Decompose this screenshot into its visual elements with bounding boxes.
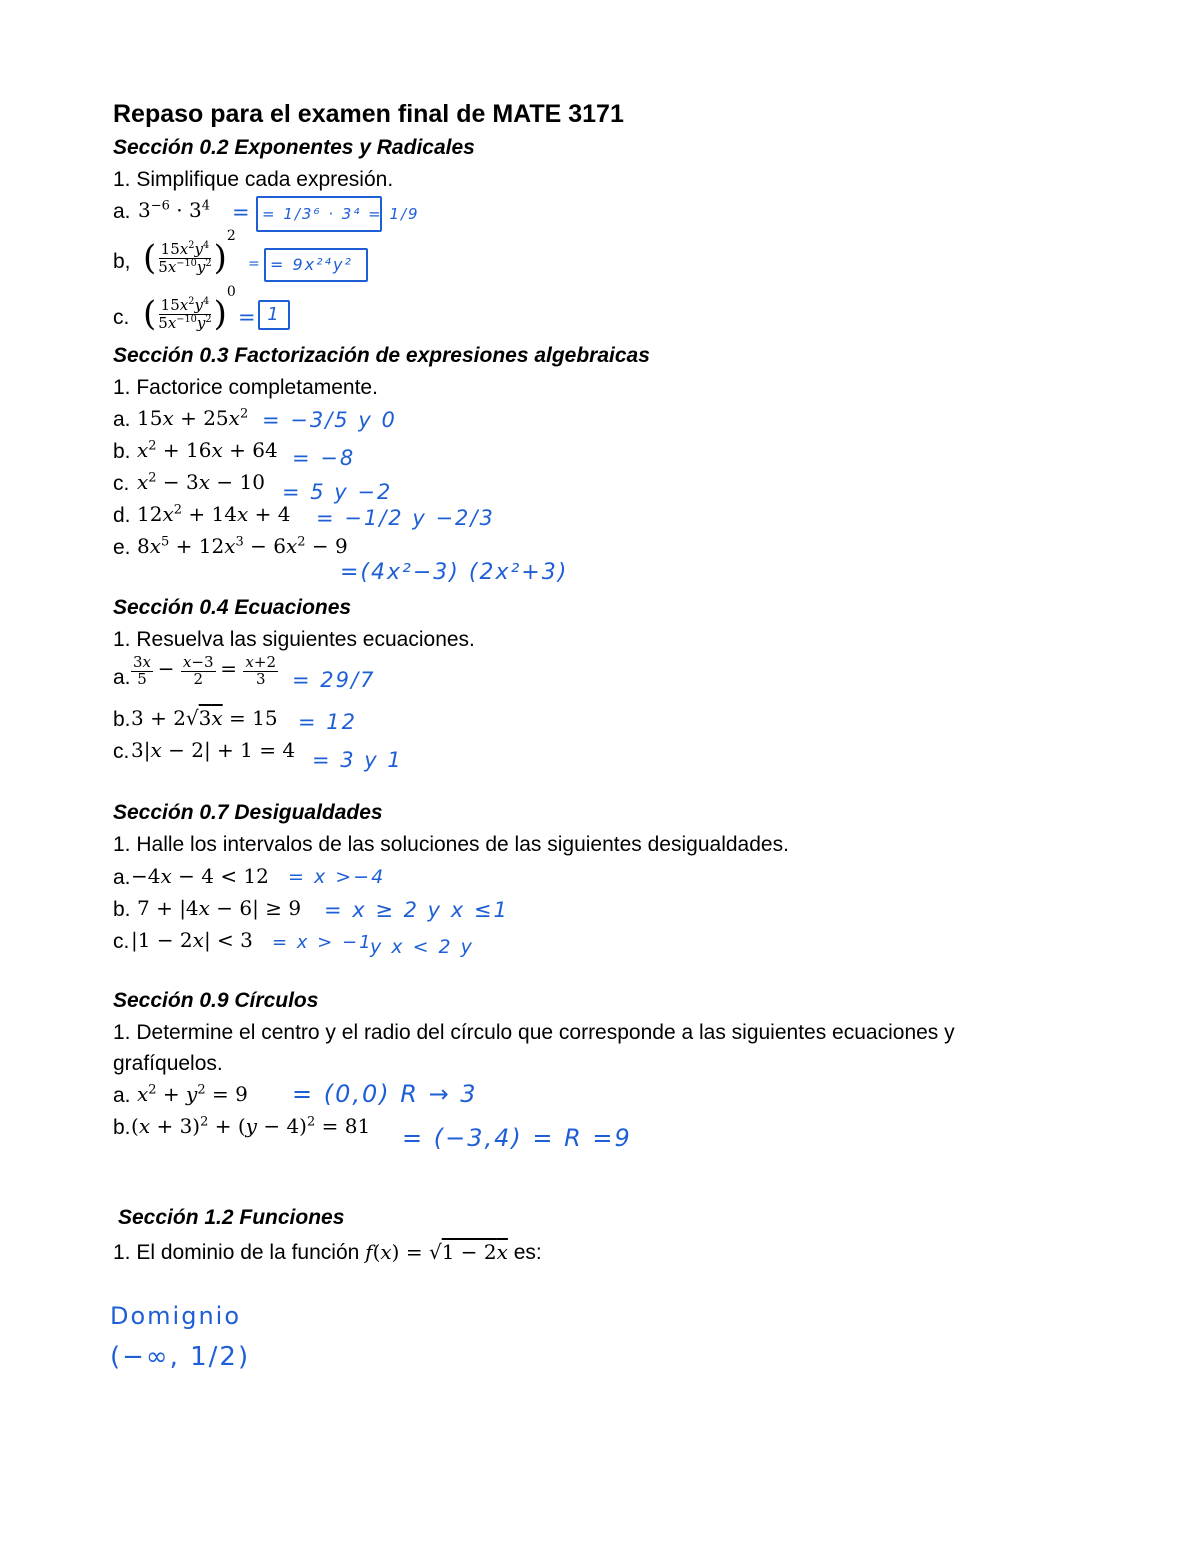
item-label: c. [113,740,130,763]
expression-0-9-b: $(x + 3)^2 + (y - 4)^2 = 81$ [131,1114,371,1138]
item-label: a. [113,666,131,689]
question-1-2 [113,1240,542,1265]
handwritten-answer-0-7-c-1: = x > −1 [272,932,373,953]
item-label: a. [113,1084,131,1107]
section-heading-0-4: Sección 0.4 Ecuaciones [113,596,352,619]
expression-0-4-b: 3 + 2√3x = 15 [131,706,278,730]
handwritten-domain-label: Domignio [110,1302,242,1330]
expression-0-3-e: $8x^5 + 12x^3 - 6x^2 - 9$ [137,534,348,558]
section-heading-0-2: Sección 0.2 Exponentes y Radicales [113,136,475,159]
handwritten-answer-0-4-c: = 3 y 1 [312,748,403,772]
handwritten-answer-0-2-b: = 9x²⁴y² [264,248,368,282]
handwritten-answer-0-9-b: = (−3,4) = R =9 [402,1124,632,1152]
item-label: c. [113,930,130,953]
question-text: 1. El dominio de la función [113,1241,360,1264]
handwritten-answer-0-2-c: 1 [258,300,290,330]
item-label: a. [113,200,131,223]
handwritten-answer-0-4-a: = 29/7 [292,668,376,692]
question-suffix: es: [513,1241,542,1264]
function-expression: f(x) = √1 − 2x [365,1240,508,1264]
instruction-0-9-line1: 1. Determine el centro y el radio del círculo que corresponde a las siguientes ecuaciones y [113,1021,955,1044]
section-heading-0-3: Sección 0.3 Factorización de expresiones algebraicas [113,344,650,367]
instruction-0-9-line2: grafíquelos. [113,1052,223,1075]
expression-0-7-c: |1 − 2x| < 3 [131,928,253,952]
expression-0-9-a: $x^2 + y^2 = 9$ [137,1082,248,1106]
handwritten-equals: = [238,305,258,329]
expression-0-3-a: $15x + 25x^2$ [137,406,249,430]
item-label: b. [113,898,131,921]
handwritten-answer-0-3-b: = −8 [292,446,356,470]
expression-0-4-c: 3|x − 2| + 1 = 4 [131,738,296,762]
handwritten-domain-answer: (−∞, 1/2) [110,1342,251,1372]
handwritten-answer-0-7-b: = x ≥ 2 y x ≤1 [324,898,509,922]
instruction-0-3: 1. Factorice completamente. [113,376,378,399]
handwritten-equals: = [232,200,252,224]
instruction-0-4: 1. Resuelva las siguientes ecuaciones. [113,628,475,651]
section-heading-0-7: Sección 0.7 Desigualdades [113,801,383,824]
handwritten-answer-0-3-d: = −1/2 y −2/3 [316,506,495,530]
item-label: b, [113,250,131,273]
item-label: c. [113,472,130,495]
item-label: a. [113,408,131,431]
item-label: b. [113,708,131,731]
expression-0-7-a: −4x − 4 < 12 [131,864,269,888]
expression-0-2-b: ( $\frac{15x^2y^4}{5x^{-10}y^2}$ )$^2$ [143,228,236,278]
item-label: a. [113,866,131,889]
item-label: e. [113,536,131,559]
section-heading-1-2: Sección 1.2 Funciones [118,1206,345,1229]
expression-0-2-a: $3^{-6} \cdot 3^4$ [138,198,210,222]
handwritten-equals: = [248,256,262,272]
expression-0-4-a: $\frac{3x}{5}$ − $\frac{x-3}{2}$ = $\frac{x+2}{3}$ [133,653,277,688]
handwritten-answer-0-3-e: =(4x²−3) (2x²+3) [340,560,569,585]
handwritten-answer-0-4-b: = 12 [298,710,357,734]
handwritten-answer-0-3-a: = −3/5 y 0 [262,408,397,432]
handwritten-answer-0-3-c: = 5 y −2 [282,480,393,504]
handwritten-answer-0-7-c-2: y x < 2 y [370,936,474,958]
expression-0-3-b: $x^2 + 16x + 64$ [137,438,278,462]
section-heading-0-9: Sección 0.9 Círculos [113,989,319,1012]
expression-0-3-d: $12x^2 + 14x + 4$ [137,502,291,526]
item-label: c. [113,306,130,329]
handwritten-answer-0-7-a: = x >−4 [288,866,386,888]
instruction-0-2: 1. Simplifique cada expresión. [113,168,394,191]
expression-0-2-c: ( $\frac{15x^2y^4}{5x^{-10}y^2}$ )$^0$ [143,284,236,334]
expression-0-7-b: 7 + |4x − 6| ≥ 9 [137,896,302,920]
item-label: d. [113,504,131,527]
instruction-0-7: 1. Halle los intervalos de las soluciones de las siguientes desigualdades. [113,833,789,856]
expression-0-3-c: $x^2 - 3x - 10$ [137,470,265,494]
handwritten-answer-0-2-a: = 1/3⁶ · 3⁴ = 1/9 [256,196,382,232]
item-label: b. [113,1116,131,1139]
item-label: b. [113,440,131,463]
page-title: Repaso para el examen final de MATE 3171 [113,100,624,128]
handwritten-answer-0-9-a: = (0,0) R → 3 [292,1080,478,1108]
